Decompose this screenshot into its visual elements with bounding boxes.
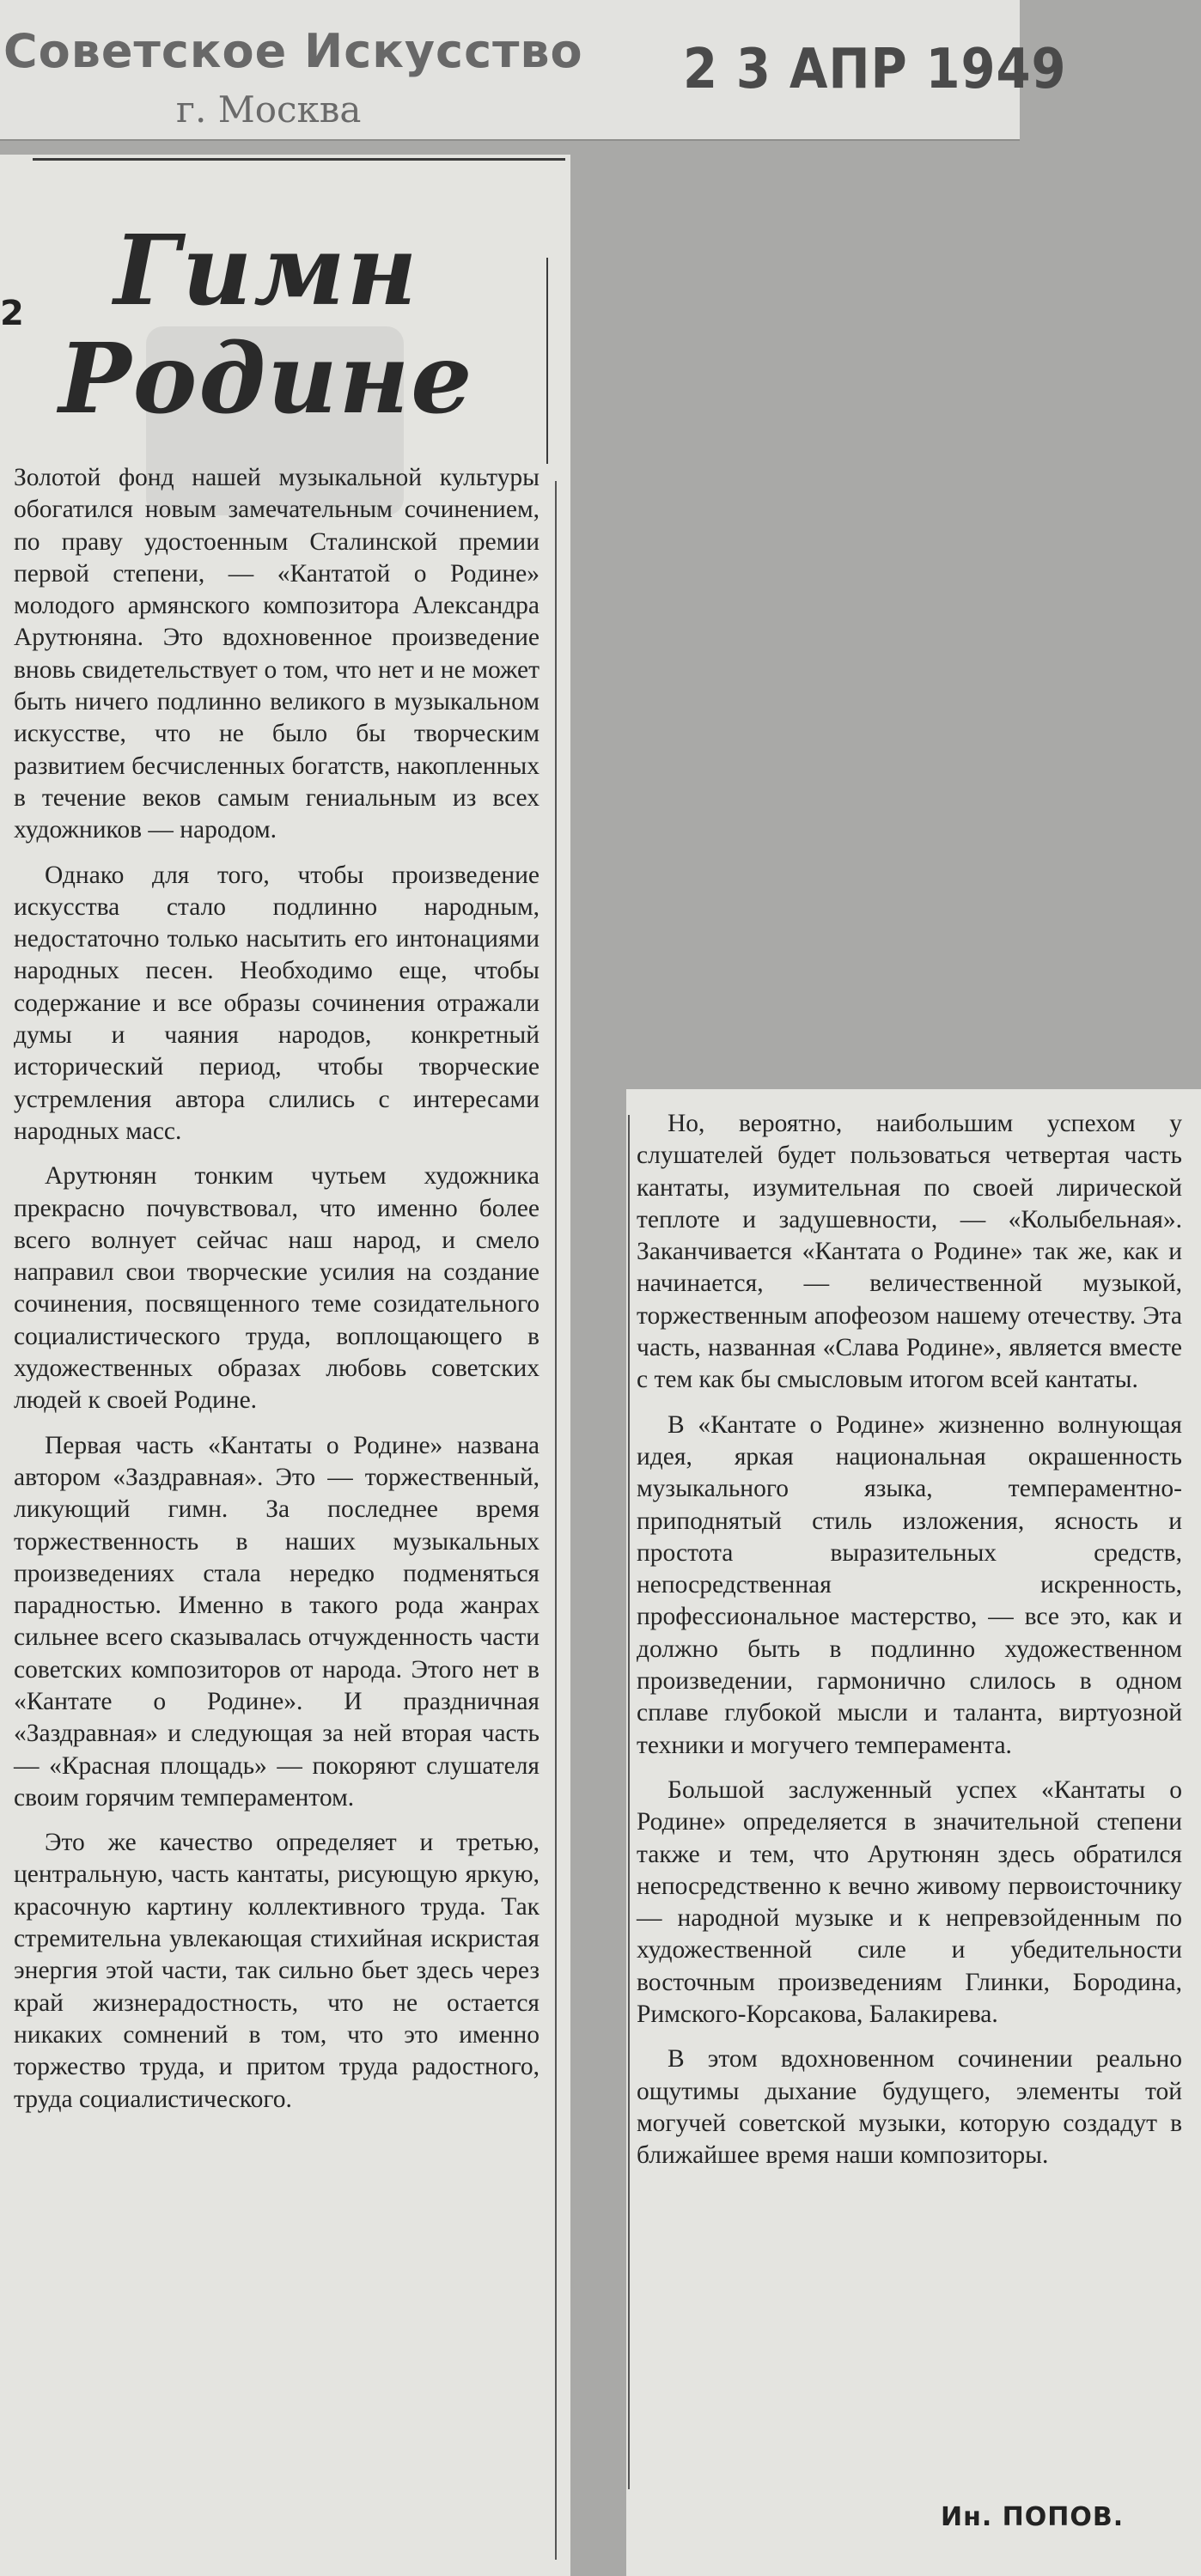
top-rule: [33, 158, 565, 161]
paragraph: Золотой фонд нашей музыкальной культуры обогатился новым замечательным сочинением, по праву удостоенным Сталинской премии первой степени, — «Кантатой о Родине» молодого армянского композитора Александра Арутюняна. Это вдохновенное произведение вновь свидетельствует о том, что нет и не может быть ничего подлинно великого в музыкальном искусстве, что не было бы творческим развитием бесчисленных богатств, накопленных в течение веков самым гениальным из всех художников — народом.: [14, 464, 540, 844]
clipping-left: [0, 155, 570, 2576]
newspaper-name: Советское Искусство: [3, 24, 583, 78]
article-column-right: [637, 1108, 1182, 2185]
date-stamp: 2 3 АПР 1949: [683, 38, 1067, 101]
city-label: г. Москва: [176, 88, 362, 131]
paragraph: В этом вдохновенном сочинении реально ощутимы дыхание будущего, элементы той могучей советской музыки, которую создадут в ближайшее время наши композиторы.: [637, 2045, 1182, 2170]
paragraph: Это же качество определяет и третью, центральную, часть кантаты, рисующую яркую, красочную картину коллективного труда. Так стремительна увлекающая стихийная искристая энергия этой части, так сильно бьет здесь через край жизнерадостность, что не остается никаких сомнений в том, что это именно торжество труда, и притом труда радостного, труда социалистического.: [14, 1829, 540, 2113]
author-signature: Ин. ПОПОВ.: [941, 2502, 1125, 2532]
archive-label: [0, 0, 1067, 139]
paragraph: Но, вероятно, наибольшим успехом у слушателей будет пользоваться четвертая часть кантаты, изумительная по своей лирической теплоте и задушевности, — «Колыбельная». Заканчивается «Кантата о Родине» так же, как и начинается, — величественной музыкой, торжественным апофеозом нашему отечеству. Эта часть, названная «Слава Родине», является вместе с тем как бы смысловым итогом всей кантаты.: [637, 1110, 1182, 1394]
headline-line-2: Родине: [58, 323, 474, 435]
page-number: 2: [0, 294, 24, 333]
paragraph: Однако для того, чтобы произведение искусства стало подлинно народным, недостаточно только насытить его интонациями народных песен. Необходимо еще, чтобы содержание и все образы сочинения отражали думы и чаяния народов, конкретный исторический период, чтобы творческие устремления автора слились с интересами народных масс.: [14, 861, 540, 1145]
paragraph: Первая часть «Кантаты о Родине» названа автором «Заздравная». Это — торжественный, ликующий гимн. За последнее время торжественность в наших музыкальных произведениях стала нередко подменяться парадностью. Именно в такого рода жанрах сильнее всего сказывалась отчужденность части советских композиторов от народа. Этого нет в «Кантате о Родине». И праздничная «Заздравная» и следующая за ней вторая часть — «Красная площадь» — покоряют слушателя своим горячим темпераментом.: [14, 1431, 540, 1812]
paragraph: Арутюнян тонким чутьем художника прекрасно почувствовал, что именно более всего волнует сейчас наш народ, и смело направил свои творческие усилия на создание сочинения, посвященного теме созидательного социалистического труда, воплощающего в художественных образах любовь советских людей к своей Родине.: [14, 1162, 540, 1415]
article-column-left: [14, 462, 540, 2128]
headline-line-1: Гимн: [113, 215, 419, 327]
column-left-rule: [628, 1115, 630, 2489]
clipping-right: [626, 1089, 1201, 2576]
column-right-rule: [555, 481, 557, 2560]
paragraph: Большой заслуженный успех «Кантаты о Родине» определяется в значительной степени также и тем, что Арутюнян здесь обратился непосредственно к вечно живому первоисточнику — народной музыке и к непревзойденным по художественной силе и убедительности восточным произведениям Глинки, Бородина, Римского-Корсакова, Балакирева.: [637, 1775, 1182, 2029]
headline-side-rule: [546, 258, 548, 464]
paragraph: В «Кантате о Родине» жизненно волнующая идея, яркая национальная окрашенность музыкального языка, темпераментно-приподнятый стиль изложения, ясность и простота выразительных средств, непосредственная искренность, профессиональное мастерство, — все это, как и должно быть в подлинно художественном произведении, гармонично слилось в одном сплаве глубокой мысли и таланта, виртуозной техники и могучего темперамента.: [637, 1410, 1182, 1759]
